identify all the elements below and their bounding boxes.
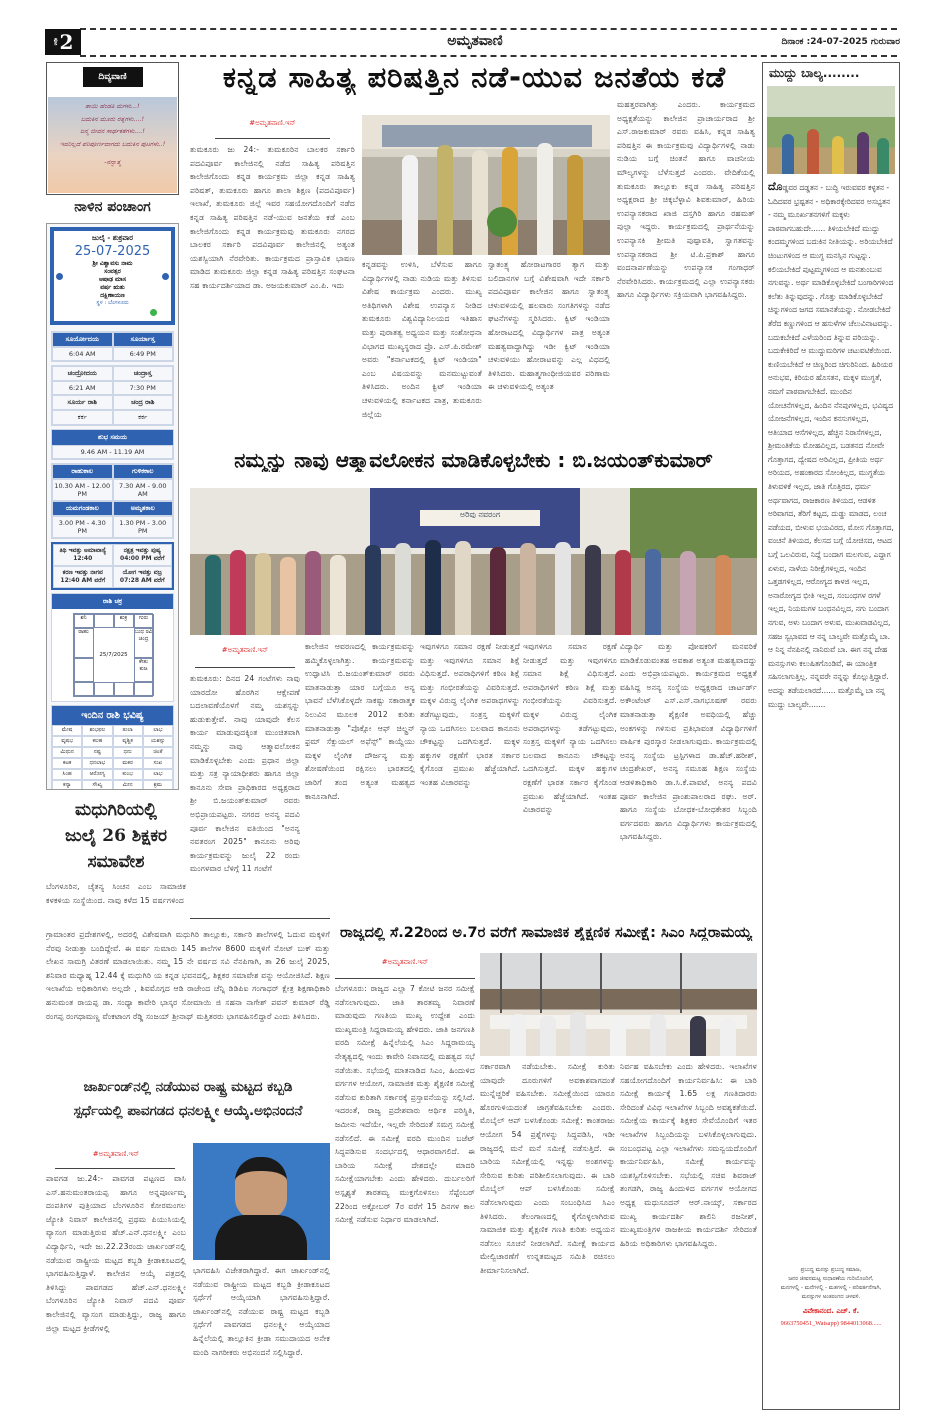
footer-line: ಮನಸ್ಸುಗಳ ಅಂತರಂಗದ ಚಳವಳಿ. xyxy=(801,1294,861,1300)
article3-headline: ರಾಜ್ಯದಲ್ಲಿ ಸೆ.22ರಿಂದ ಅ.7ರ ವರೆಗೆ ಸಾಮಾಜಿಕ ಶೈಕ್ಷಣಿಕ ಸಮೀಕ್ಷೆ: ಸಿಎಂ ಸಿದ್ದರಾಮಯ್ಯ xyxy=(340,925,752,941)
rashi-cell: ಕಟಕ xyxy=(52,758,82,769)
article2-col2: ಕಾಲೇಜಿನ ಆವರಣದಲ್ಲಿ ಕಾರ್ಯಕ್ರಮವನ್ನು ಹಮ್ಮಿಕೊಳ್ಳಲಾಗಿತ್ತು. ಕಾರ್ಯಕ್ರಮವನ್ನು ಉದ್ಘಾಟಿಸಿ ಬಿ.ಜಯಂತ್‌ಕುಮಾರ್ ರವರು ಮಾತನಾಡುತ್ತಾ ಯಾರ ಬಗ್ಗೆಯೂ ಅನ್ಯ ಭಾವನೆ ಬೆಳೆಸಿಕೊಳ್ಳದೇ ಸಾಕಷ್ಟು ಸಕಾರಾತ್ಮಕ ನಿಲುವಿನ ಮೂಲಕ 2012 ಕುರಿತು ಮಾತನಾಡುತ್ತಾ "ಪೊಕ್ಸೋ ಆಫ್ ಚಿಲ್ಡ್ರನ್ ಫ್ರಮ್ ಸೆಕ್ಸುಯಲ್ ಅಫೆನ್ಸ್" ಕಾಯ್ದೆಯು ಮಕ್ಕಳ ಲೈಂಗಿಕ ದೌರ್ಜನ್ಯ ಮತ್ತು ಶೋಷಣೆಯಿಂದ ರಕ್ಷಿಸಲು ಭಾರತದಲ್ಲಿ ಜಾರಿಗೆ ತಂದ ಅತ್ಯಂತ ಮಹತ್ವದ ಕಾನೂನಾಗಿದೆ. xyxy=(305,642,415,801)
headline-line: ಜುಲೈ 26 ಶಿಕ್ಷಕರ xyxy=(64,826,168,846)
paper-title: ಅಮೃತವಾಣಿ xyxy=(447,33,503,49)
rashi-cell: ಚಿಂತೆ xyxy=(143,747,173,758)
rashi-row xyxy=(52,736,173,747)
footer-line: ಪ್ರಬುದ್ಧ ಮನಸ್ಸು ಪ್ರಬುದ್ಧ ಸಮಾಜ, xyxy=(800,1267,862,1273)
panchanga-title: ನಾಳಿನ ಪಂಚಾಂಗ xyxy=(74,199,151,215)
panchanga-line: ವರ್ಷ ಋತು xyxy=(100,284,125,291)
panchanga-line: ಆಷಾಢ ಮಾಸ xyxy=(98,276,127,283)
article2-col4: ವಿದ್ಯಾರ್ಥಿ ಮತ್ತು ಪೋಷಕರಿಗೆ ಮನವರಿಕೆ ಮಾಡಿಕೊಡುವಂತಹ ಅವಕಾಶ ಅತ್ಯಂತ ಮಹತ್ವವಾದದ್ದು ಎಂದು ಅಭಿಪ್ರಾಯಪಟ್ಟರು. ಕಾರ್ಯಕ್ರಮದ ಅಧ್ಯಕ್ಷತೆ ವಹಿಸಿದ್ದ ಅನನ್ಯ ಸಂಸ್ಥೆಯ ಅಧ್ಯಕ್ಷರಾದ ಚಾರ್ಟರ್ಡ್ ಅಕೌಂಟೆಂಟ್ ಎಸ್.ಎಸ್.ನಾಗಭೂಷಣ್ ರವರು ಮಾತನಾಡುತ್ತಾ ಶೈಕ್ಷಣಿಕ ಅವಧಿಯಲ್ಲಿ ಹೆಚ್ಚು ಅಂಕಗಳನ್ನು ಗಳಿಸುವ ಪ್ರತಿಭಾವಂತ ವಿದ್ಯಾರ್ಥಿಗಳಿಗೆ ವಾರ್ಷಿಕ ಪುರಸ್ಕಾರ ನೀಡಲಾಗುವುದು. ಕಾರ್ಯಕ್ರಮದಲ್ಲಿ ಅನನ್ಯ ಸಂಸ್ಥೆಯ ಟ್ರಸ್ಟಿಗಳಾದ ಡಾ.ಹೆಚ್.ಹರೀಶ್, ಚಂದ್ರಶೇಖರ್, ಅನನ್ಯ ಸಮೂಹ ಶಿಕ್ಷಣ ಸಂಸ್ಥೆಯ ಆಡಳಿತಾಧಿಕಾರಿ ಡಾ.ಸಿ.ಕೆ.ಪಾವಟೆ, ಅನನ್ಯ ಪದವಿ ಪೂರ್ವ ಕಾಲೇಜಿನ ಪ್ರಾಂಶುಪಾಲರಾದ ರಘು. ಅರ್. ಹಾಗೂ ಸಂಸ್ಥೆಯ ಬೋಧಕ-ಬೋಧಕೇತರ ಸಿಬ್ಬಂದಿ ವರ್ಗದವರು ಹಾಗೂ ವಿದ್ಯಾರ್ಥಿಗಳು ಕಾರ್ಯಕ್ರಮದಲ್ಲಿ ಭಾಗವಹಿಸಿದ್ದರು. xyxy=(620,642,757,842)
panchanga-line: ಸಂವತ್ಸರ xyxy=(104,268,121,275)
byline-rule xyxy=(195,667,295,668)
muddu-balya-box xyxy=(762,62,900,1410)
section-rule xyxy=(190,918,330,919)
rashi-cell: ಮಿಥುನ xyxy=(52,747,82,758)
article3-byline: #ಅಮೃತವಾಣಿ.ಇನ್ xyxy=(381,958,429,966)
article1-col4: ಮಹತ್ತರವಾಗಿತ್ತು ಎಂದರು. ಕಾರ್ಯಕ್ರಮದ ಅಧ್ಯಕ್ಷತೆಯನ್ನು ಕಾಲೇಜಿನ ಪ್ರಾಚಾರ್ಯರಾದ ಶ್ರೀ ಎಸ್.ರಾಜಕುಮಾರ್ ರವರು ವಹಿಸಿ, ಕನ್ನಡ ಸಾಹಿತ್ಯ ಪರಿಷತ್ತಿನ ಈ ಕಾರ್ಯಕ್ರಮವು ವಿದ್ಯಾರ್ಥಿಗಳಲ್ಲಿ ನಾಡು ನುಡಿಯ ಬಗ್ಗೆ ಚಿಂತನೆ ಹಾಗೂ ವಾಚನೀಯ ಮೌಲ್ಯಗಳನ್ನು ಬೆಳೆಸುತ್ತದೆ ಎಂದರು. ವೇದಿಕೆಯಲ್ಲಿ ತುಮಕೂರು ತಾಲ್ಲೂಕು ಕನ್ನಡ ಸಾಹಿತ್ಯ ಪರಿಷತ್ತಿನ ಅಧ್ಯಕ್ಷರಾದ ಶ್ರೀ ಚಿಕ್ಕಬೆಳ್ಳಾವಿ ಶಿವಕುಮಾರ್, ಹಿರಿಯ ಉಪನ್ಯಾಸಕರಾದ ಖಾಜಿ ದಸ್ತಗಿರಿ ಹಾಗೂ ರಹಮತ್ ಪುಲ್ಲಾ ಇದ್ದರು. ಕಾರ್ಯಕ್ರಮದಲ್ಲಿ ಪ್ರಾರ್ಥನೆಯನ್ನು ಉಪನ್ಯಾಸಕಿ ಶ್ರೀಮತಿ ಪುಷ್ಪಾವತಿ, ಸ್ವಾಗತವನ್ನು ಉಪನ್ಯಾಸಕರಾದ ಶ್ರೀ ಟಿ.ಪಿ.ಪ್ರಕಾಶ್ ಹಾಗೂ ವಂದನಾರ್ಪಣೆಯನ್ನು ಉಪನ್ಯಾಸಕ ಗಂಗಾಧರ್ ನೆರವೇರಿಸಿದರು. ಕಾರ್ಯಕ್ರಮದಲ್ಲಿ ಎಲ್ಲಾ ಉಪನ್ಯಾಸಕರು ಹಾಗೂ ವಿದ್ಯಾರ್ಥಿಗಳು ಸಕ್ರಿಯವಾಗಿ ಭಾಗವಹಿಸಿದ್ದರು. xyxy=(617,100,755,300)
surya-rashi-label: ಸೂರ್ಯ ರಾಶಿ xyxy=(52,395,113,410)
shubha-samaya xyxy=(51,429,174,460)
byline-rule xyxy=(215,138,330,139)
author-phone: 9663750451_Watsapp) 9844013068...... xyxy=(780,1320,882,1327)
sun-times xyxy=(51,331,174,362)
chart-cell: ರಾಹು xyxy=(74,628,94,658)
rashi-row xyxy=(52,758,173,769)
rashi-cell: ನಷ್ಟ xyxy=(82,747,112,758)
article1-col3: ಸ್ವಾತಂತ್ರ್ಯ ಹೋರಾಟಗಾರರ ತ್ಯಾಗ ಮತ್ತು ಬಲಿದಾನಗಳ ಬಗ್ಗೆ ವಿಶೇಷವಾಗಿ ಇದೇ ಸರ್ಕಾರಿ ಪದವಿಪೂರ್ವ ಕಾಲೇಜಿನ ಹಾಗೂ ಸ್ವಾತಂತ್ರ್ಯ ಚಳುವಳಿಯಲ್ಲಿ ಹಲವಾರು ಸಂಗತಿಗಳನ್ನು ನಡೆದ ಘಟನೆಗಳನ್ನು ಸ್ಮರಿಸಿದರು. ಕ್ವಿಟ್ ಇಂಡಿಯಾ ಹೋರಾಟದಲ್ಲಿ ವಿದ್ಯಾರ್ಥಿಗಳ ಪಾತ್ರ ಅತ್ಯಂತ ಮಹತ್ವವಾದ್ದಾಗಿದ್ದು ಇಡೀ ಕ್ವಿಟ್ ಇಂಡಿಯಾ ಚಳುವಳಿಯು ಹೋರಾಟವನ್ನು ಎಲ್ಲ ವಿಧದಲ್ಲಿ ತಿಳಿಸಿದರು. ಮಹಾತ್ಮಗಾಂಧೀಜಿಯವರ ಪರಿಣಾಮ ಈ ಚಳುವಳಿಯಲ್ಲಿ ಅತ್ಯಂತ xyxy=(488,260,610,392)
nakshatra: ನಕ್ಷತ್ರ ಇವತ್ತು ಪುಷ್ಯ 04:00 PM ವರೆಗೆ xyxy=(113,544,173,566)
panchanga-day: ಜುಲೈ - ಶುಕ್ರವಾರ xyxy=(92,234,133,242)
author-name: ವಿವೇಕಾನಂದ. ಎಚ್. ಕೆ. xyxy=(802,1307,860,1315)
moon-times xyxy=(51,365,174,426)
chandra-rashi: ಕರ್ಕ xyxy=(113,410,174,425)
rashi-row xyxy=(52,747,173,758)
article5-byline: #ಅಮೃತವಾಣಿ.ಇನ್ xyxy=(92,1150,140,1158)
rahu-label: ರಾಹುಕಾಲ xyxy=(52,464,113,479)
quote-signature: -ನನ್ನಾತ್ಮ xyxy=(104,159,121,166)
chart-cell-empty xyxy=(114,682,134,696)
quote-line: ಬದುಕಿನ ಮೂರು ರತ್ನಗಳು....! xyxy=(80,115,144,123)
moonset-label: ಚಂದ್ರಾಸ್ತ xyxy=(113,366,174,381)
panchanga-date: 25-07-2025 xyxy=(74,244,151,259)
sidebar-title: ಮುದ್ದು ಬಾಲ್ಯ........ xyxy=(769,66,860,80)
moonrise-label: ಚಂದ್ರೋದಯ xyxy=(52,366,113,381)
rashi-cell: ಆರೋಗ್ಯ xyxy=(82,769,112,780)
rashi-title: ಇಂದಿನ ರಾಶಿ ಭವಿಷ್ಯ xyxy=(52,706,173,725)
article2-col3: ಇವುಗಳಿಗೂ ಸಮಾನ ರಕ್ಷಣೆ ನೀಡುತ್ತದೆ ಮತ್ತು ಇವುಗಳಿಗೂ ಸಮಾನ ಶಿಕ್ಷೆ ವಿಧಿಸುತ್ತದೆ. ಅಪರಾಧಿಗಳಿಗೆ ಕಠಿಣ ಶಿಕ್ಷೆ ಮತ್ತು ಗಂಭೀರತೆಯನ್ನು ವಿವರಿಸುತ್ತದೆ. ಮಕ್ಕಳ ವಿರುದ್ಧ ಲೈಂಗಿಕ ಅಪರಾಧಗಳನ್ನು ತಡೆಗಟ್ಟುವುದು, ಸಂತ್ರಸ್ತ ಮಕ್ಕಳಿಗೆ ನ್ಯಾಯ ಒದಗಿಸಲು ಬಲವಾದ ಕಾನೂನು ಚೌಕಟ್ಟನ್ನು ಒದಗಿಸುತ್ತದೆ. ಮಕ್ಕಳ ಹಕ್ಕುಗಳ ರಕ್ಷಣೆಗೆ ಭಾರತ ಸರ್ಕಾರ ಕೈಗೊಂಡ ಪ್ರಮುಖ ಹೆಜ್ಜೆಯಾಗಿದೆ. ಇಂತಹ ವಿಚಾರವನ್ನು xyxy=(420,642,520,787)
rashi-cell: ಯಶಸ್ಸು xyxy=(143,736,173,747)
prev-arrow-icon[interactable] xyxy=(56,273,63,280)
guli-time: 7.30 AM - 9.00 AM xyxy=(113,479,174,501)
moonset-time: 7:30 PM xyxy=(113,381,174,395)
article1-col1: ತುಮಕೂರು ಜು 24:- ತುಮಕೂರಿನ ಬಾಲಕರ ಸರ್ಕಾರಿ ಪದವಿಪೂರ್ವ ಕಾಲೇಜಿನಲ್ಲಿ ನಡೆದ ಸಾಹಿತ್ಯ ಪರಿಷತ್ತಿನ ಕಾಲೇಜಿಗೊಂದು ಕನ್ನಡ ಕಾರ್ಯಕ್ರಮ ಜಿಲ್ಲಾ ಕನ್ನಡ ಸಾಹಿತ್ಯ ಪರಿಷತ್, ತುಮಕೂರು ಹಾಗೂ ಶಾಲಾ ಶಿಕ್ಷಣ (ಪದವಿಪೂರ್ವ) ಇಲಾಖೆ, ತುಮಕೂರು ಜಿಲ್ಲೆ ಇವರ ಸಹಯೋಗದೊಂದಿಗೆ ನಡೆದ ಕನ್ನಡ ಸಾಹಿತ್ಯ ಪರಿಷತ್ತಿನ ನಡೆ-ಯುವ ಜನತೆಯ ಕಡೆ ಎಂಬ ಕಾಲೇಜಿಗೊಂದು ಕನ್ನಡ ಕಾರ್ಯಕ್ರಮವು ತುಮಕೂರು ನಗರದ ಬಾಲಕರ ಸರ್ಕಾರಿ ಪದವಿಪೂರ್ವ ಕಾಲೇಜಿನಲ್ಲಿ ಅತ್ಯಂತ ಯಶಸ್ವಿಯಾಗಿ ನೆರವೇರಿತು. ಕಾರ್ಯಕ್ರಮದ ಪ್ರಾಸ್ತಾವಿಕ ಭಾಷಣ ಮಾಡಿದ ತುಮಕೂರು ಜಿಲ್ಲಾ ಕನ್ನಡ ಸಾಹಿತ್ಯ ಪರಿಷತ್ತಿನ ಸಂಘಟನಾ ಸಹ ಕಾರ್ಯದರ್ಶಿಯಾದ ಡಾ. ಅಜಯಕುಮಾರ್ ಎಂ.ಪಿ. ಇದು xyxy=(190,145,355,290)
article2-byline: #ಅಮೃತವಾಣಿ.ಇನ್ xyxy=(221,646,269,654)
chart-cell-empty xyxy=(94,682,114,696)
banner-text: ಅರಿವು ನವರಂಗ xyxy=(420,510,540,526)
sidebar-footer xyxy=(763,1266,899,1328)
rashi-cell: ಸಿಂಹ xyxy=(52,769,82,780)
byline-rule xyxy=(55,1168,175,1169)
rashi-chart-grid xyxy=(73,613,153,697)
yama-time: 3.00 PM - 4.30 PM xyxy=(52,516,113,538)
article1-byline: #ಅಮೃತವಾಣಿ.ಇನ್ xyxy=(249,119,296,127)
quote-line: ತಾಯಿ ಹೆಂಡತಿ ಮಗಳು...! xyxy=(85,103,140,110)
article3-col2: ಸರ್ಕಾರವಾಗಿ ನಡೆಯಬೇಕು. ಸಮೀಕ್ಷೆ ಕುರಿತು ಯಾವುದೇ ದೂರುಗಳಿಗೆ ಅವಕಾಶವಾಗದಂತೆ ಮುನ್ನೆಚ್ಚರಿಕೆ ವಹಿಸಬೇಕು. ಸಮೀಕ್ಷೆಯಿಂದ ಯಾರೂ ಹೊರಗುಳಿಯದಂತೆ ಜಾಗ್ರತೆವಹಿಸಬೇಕು ಎಂದರು. ಮೊಬೈಲ್ ಆಪ್ ಬಳಸಿಕೊಂಡು ಸಮೀಕ್ಷೆ: ಕಾಂತರಾಜು ಆಯೋಗ 54 ಪ್ರಶ್ನೆಗಳನ್ನು ಸಿದ್ಧಪಡಿಸಿ, ಇಡೀ ರಾಜ್ಯದಲ್ಲಿ ಮನೆ ಮನೆ ಸಮೀಕ್ಷೆ ನಡೆಸುತ್ತಿದೆ. ಈ ಬಾರಿಯ ಸಮೀಕ್ಷೆಯಲ್ಲಿ ಇನ್ನಷ್ಟು ಅಂಶಗಳನ್ನು ಸೇರಿಸುವ ಕುರಿತು ಪರಿಶೀಲಿಸಲಾಗುವುದು. ಈ ಬಾರಿ ಮೊಬೈಲ್ ಆಪ್ ಬಳಸಿಕೊಂಡು ಸಮೀಕ್ಷೆ ನಡೆಸಲಾಗುವುದು ಎಂದು ಸಂಬಂಧಿಸಿದ ಸಿಎಂ ತಿಳಿಸಿದರು. ತೆಲಂಗಾಣದಲ್ಲಿ ಕೈಗೊಳ್ಳಲಾಗಿರುವ ಸಾಮಾಜಿಕ ಮತ್ತು ಶೈಕ್ಷಣಿಕ ಗಣತಿ ಕುರಿತು ಅಧ್ಯಯನ ನಡೆಸಲು ಸೂಚನೆ ನೀಡಲಾಗಿದೆ. ಸಮೀಕ್ಷೆ ಕಾರ್ಯದ ಮೇಲ್ವಿಚಾರಣೆಗೆ ಉನ್ನತಮಟ್ಟದ ಸಮಿತಿ ರಚಿಸಲು ತೀರ್ಮಾನಿಸಲಾಗಿದೆ. xyxy=(480,1062,615,1275)
chart-cell-empty xyxy=(74,658,94,682)
sunset-time: 6:49 PM xyxy=(113,347,174,361)
article3-col1: ಬೆಂಗಳೂರು: ರಾಜ್ಯದ ಎಲ್ಲಾ 7 ಕೋಟಿ ಜನರ ಸಮೀಕ್ಷೆ ನಡೆಸಲಾಗುವುದು. ಜಾತಿ ತಾರತಮ್ಯ ನಿವಾರಣೆ ಮಾಡುವುದು ಗಣತಿಯ ಮುಖ್ಯ ಉದ್ದೇಶ ಎಂದು ಮುಖ್ಯಮಂತ್ರಿ ಸಿದ್ದರಾಮಯ್ಯ ಹೇಳಿದರು. ಜಾತಿ ಜನಗಣತಿ ವರದಿ ಸಮೀಕ್ಷೆ ಹಿನ್ನೆಲೆಯಲ್ಲಿ ಸಿಎಂ ಸಿದ್ದರಾಮಯ್ಯ ನೇತೃತ್ವದಲ್ಲಿ ಇಂದು ಕಾವೇರಿ ನಿವಾಸದಲ್ಲಿ ಮಹತ್ವದ ಸಭೆ ನಡೆಯಿತು. ಸಭೆಯಲ್ಲಿ ಮಾತನಾಡಿದ ಸಿಎಂ, ಹಿಂದುಳಿದ ವರ್ಗಗಳ ಆಯೋಗ, ಸಾಮಾಜಿಕ ಮತ್ತು ಶೈಕ್ಷಣಿಕ ಸಮೀಕ್ಷೆ ನಡೆಸುವ ಕುರಿತಾಗಿ ಸರ್ಕಾರಕ್ಕೆ ಪ್ರಸ್ತಾವನೆಯನ್ನು ಸಲ್ಲಿಸಿದೆ. ಇದರಂತೆ, ರಾಜ್ಯ ಪ್ರದೇಶವಾರು ಆರ್ಥಿಕ ಪರಿಸ್ಥಿತಿ, ಜಮೀನು ಇದೆಯೇ, ಇಲ್ಲವೇ ಸೇರಿದಂತೆ ಸಮಗ್ರ ಸಮೀಕ್ಷೆ ನಡೆಸಲಿದೆ. ಈ ಸಮೀಕ್ಷೆ ವರದಿ ಮುಂದಿನ ಬಜೆಟ್ ಸಿದ್ಧಪಡಿಸುವ ಸಂದರ್ಭದಲ್ಲಿ ಆಧಾರವಾಗಲಿದೆ. ಈ ಬಾರಿಯ ಸಮೀಕ್ಷೆ ದೇಶದಲ್ಲೇ ಮಾದರಿ ಸಮೀಕ್ಷೆಯಾಗಬೇಕು ಎಂದು ಹೇಳಿದರು. ದುರ್ಬಲರಿಗೆ ಅಸ್ಪೃಶ್ಯತೆ ತಾರತಮ್ಯ ಮುಕ್ತಗೊಳಿಸಲು ಸೆಪ್ಟೆಂಬರ್ 22ರಿಂದ ಅಕ್ಟೋಬರ್ 7ರ ವರೆಗೆ 15 ದಿನಗಳ ಕಾಲ ಸಮೀಕ್ಷೆ ನಡೆಸುವ ನಿರ್ಧಾರ ಮಾಡಲಾಗಿದೆ. xyxy=(335,984,475,1225)
chart-cell: ಕೇತು ಕುಜ xyxy=(134,658,154,682)
panchanga-place: ಸ್ಥಳ : ಬೆಂಗಳೂರು xyxy=(96,300,129,306)
article4-headline xyxy=(46,797,186,875)
sunrise-label: ಸೂರ್ಯೋದಯ xyxy=(52,332,113,347)
karana: ಕರಣ ಇವತ್ತು ನಾಗವ 12:40 AM ವರೆಗೆ xyxy=(53,566,113,588)
headline-line: ಸಮಾವೇಶ xyxy=(87,852,145,872)
surya-rashi: ಕರ್ಕ xyxy=(52,410,113,425)
poem-text: ಡ್ಡವರ ದಡ್ಡತನ - ಬುದ್ಧಿ ಇರುವವರ ಕಳ್ಳತನ - ಓದಿದವರ ಭ್ರಷ್ಟತನ - ಅಧಿಕಾರಕ್ಕೇರಿದವರ ಅಸಭ್ಯತನ - ನಮ್ಮ ಮೂರ್ಖತನಗಳಿಗೆ ಮಕ್ಕಳು ಪಾಠವಾಗಬಹುದೇ...... ತಿಳಿಯಬೇಕಿದೆ ಮುದ್ದು ಕಂದಮ್ಮಗಳಿಂದ ಬದುಕಿನ ನೀತಿಯನ್ನು. ಅರಿಯಬೇಕಿದೆ ಚಿಂಟುಗಳಿಂದ ಆ ಮುಗ್ಧ ಮನಸ್ಸಿನ ಗುಟ್ಟನ್ನು. ಕಲಿಯಬೇಕಿದೆ ಪುಟ್ಟಮ್ಮಗಳಿಂದ ಆ ಮನತುಂಬುವ ನಗುವನ್ನು. ಅರ್ಥ ಮಾಡಿಕೊಳ್ಳಬೇಕಿದೆ ಬಂಗಾರಿಗಳಿಂದ ಕಲೆತು ತಿನ್ನುವುದನ್ನು. ಗೊತ್ತು ಮಾಡಿಕೊಳ್ಳಬೇಕಿದೆ ಚಿನ್ನುಗಳಿಂದ ಜಗದ ಸಮಾನತೆಯನ್ನು. ನೋಡಬೇಕಿದೆ ತೆರೆದ ಕಣ್ಣುಗಳಿಂದ ಆ ಹಸುಳೆಗಳ ಚೆಲುವಿನಾಟವನ್ನು. ಬದುಕಬೇಕಿದೆ ಎಳೆಯರಿಂದ ತಿನ್ನುವ ಪರಿಯನ್ನು. ಬದುಕೇಕಿರಿದೆ ಆ ಮುದ್ದುಮರಿಗಳ ಚಟುವಟಿಕೆಯಿಂದ. ಕುಣಿಯಬೇಕಿದೆ ಆ ಚಿಣ್ಣರಿಂದ ಚಿಗುರಿನಿಂದ. ಹಿರಿಯರ ಅನುಭವ, ಕಿರಿಯರ ಹೊಸತನ, ಮಕ್ಕಳ ಮುಗ್ಧತೆ, ನಮಗೆ ಪಾಠವಾಗಬೇಕಿದೆ. ಮುಂದಿನ ಯೋಚನೆಗಳಿಲ್ಲದ, ಹಿಂದಿನ ನೆನಪುಗಳಿಲ್ಲದ, ಭವಿಷ್ಯದ ಯೋಜನೆಗಳಿಲ್ಲದ, ಇಂದಿನ ಕನಸುಗಳಿಲ್ಲದ, ಆತಿಯಾದ ಆಸೆಗಳಿಲ್ಲದ, ಹೆಚ್ಚಿನ ನಿರಾಸೆಗಳಿಲ್ಲದ, ಶ್ರೀಮಂತಿಕೆಯ ಮೋಹವಿಲ್ಲದ, ಬಡತನದ ನೋವೇ ಗೊತ್ತಾಗದ, ದ್ವೇಷದ ಅರಿವಿಲ್ಲದ, ಪ್ರೀತಿಯ ಅರ್ಥ ಅರಿಯದ, ಅಹಂಕಾರದ ಸೋಂಕಿಲ್ಲದ, ಮುಗ್ಧತೆಯ ತಿಳುವಳಿಕೆ ಇಲ್ಲದ, ಜಾತಿ ಗೊತ್ತಿರದ, ಧರ್ಮ ಅರ್ಥವಾಗದ, ರಾಜಕಾರಣ ತಿಳಿಯದ, ಆಡಳಿತ ಅರಿವಾಗದ, ತೆರಿಗೆ ಕಟ್ಟದ, ದುಡ್ಡು ಮಾಡದ, ಲಂಚ ಪಡೆಯದ, ಬೀಳುವ ಭಯವಿರದ, ಮೋಸ ಗೊತ್ತಾಗದ, ವಂಚನೆ ತಿಳಿಯದ, ಕೆಲಸದ ಬಗ್ಗೆ ಯೋಚಿಸದ, ಆಟದ ಬಗ್ಗೆ ಒಲವಿರುವ, ನಿದ್ದೆ ಬಂದಾಗ ಮಲಗುವ, ಎದ್ದಾಗ ಏಳುವ, ನಾಳೆಯ ನಿರೀಕ್ಷೆಗಳಿಲ್ಲದ, ಇಂದಿನ ಒತ್ತಡಗಳಿಲ್ಲದ, ಆರೋಗ್ಯದ ಕಾಳಜಿ ಇಲ್ಲದ, ಅನಾರೋಗ್ಯದ ಭೀತಿ ಇಲ್ಲದ, ಸಂಬಂಧಗಳ ರಗಳೆ ಇಲ್ಲದ, ನಿಯಮಗಳ ಬಂಧನವಿಲ್ಲದ, ನಗು ಬಂದಾಗ ನಗುವ, ಅಳು ಬಂದಾಗ ಅಳುವ, ಮುಖವಾಡವಿಲ್ಲದ, ಸಹಜ ಸ್ವಭಾವದ ಆ ನನ್ನ ಬಾಲ್ಯವೇ ಮತ್ತೊಮ್ಮೆ ಬಾ. ಆ ನಿನ್ನ ನೆನಪಿನಲ್ಲಿ ನಾನಿರುವೆ ಬಾ. ಈಗ ನನ್ನ ದೇಹ ಮನಸ್ಸುಗಳು ಕಲುಷಿತಗೊಂಡಿವೆ, ಈ ಯಾಂತ್ರಿಕ ಸಹಿಸಲಾಗುತ್ತಿಲ್ಲ. ನನ್ನವರೇ ನನ್ನನ್ನು ಕೊಲ್ಲುತ್ತಿದ್ದಾರೆ. ಅದನ್ನು ತಡೆಯಲಾರದೆ...... ಮತ್ತೊಮ್ಮೆ ಬಾ ನನ್ನ ಮುದ್ದು ಬಾಲ್ಯವೇ....... xyxy=(768,183,894,709)
sunrise-time: 6:04 AM xyxy=(52,347,113,361)
panchanga-line: ದಕ್ಷಿಣಾಯಣ xyxy=(100,292,125,299)
panchanga-date-card xyxy=(50,227,175,325)
article4-intro: ಬೆಂಗಳೂರಿನ, ಚೈತನ್ಯ ಸಿಂಚನ ಎಂಬ ಸಾಮಾಜಿಕ ಕಳಕಳಿಯ ಸಂಸ್ಥೆಯಿಂದ. ನಾವು ಕಳೆದ 15 ವರ್ಷಗಳಿಂದ xyxy=(46,882,186,905)
page-prefix: ಪುಟ xyxy=(52,38,59,46)
rashi-row xyxy=(52,780,173,790)
rahu-time: 10.30 AM - 12.00 PM xyxy=(52,479,113,501)
rashi-table xyxy=(52,725,173,790)
article1-photo xyxy=(362,115,610,255)
rashi-cell: ಸೌಖ್ಯ xyxy=(82,780,112,790)
headline-line: ಮಧುಗಿರಿಯಲ್ಲಿ xyxy=(75,800,157,820)
rashi-cell: ಸುಖ xyxy=(143,758,173,769)
rashi-bhavishya xyxy=(51,705,174,790)
byline-rule xyxy=(335,978,475,979)
shubha-label: ಶುಭ ಸಮಯ xyxy=(52,430,173,445)
issue-date: ದಿನಾಂಕ :24-07-2025 ಗುರುವಾರ xyxy=(781,37,900,47)
rashi-cell: ಧನು xyxy=(113,747,143,758)
footer-line: ಜನರ ಜೀವನಮಟ್ಟ ಸುಧಾರಣೆಯ ಗುರಿಯೊಂದಿಗೆ, xyxy=(788,1276,874,1282)
chart-cell xyxy=(94,614,114,628)
kala-times xyxy=(51,463,174,539)
divyavani-quote-card xyxy=(48,97,177,193)
article5-col2: ಭಾಗವಹಿಸಿ ವಿಜೇತರಾಗಿದ್ದಾರೆ. ಈಗ ಜಾರ್ಖಂಡ್‌ನಲ್ಲಿ ನಡೆಯುವ ರಾಷ್ಟ್ರೀಯ ಮಟ್ಟದ ಕಬ್ಬಡಿ ಕ್ರೀಡಾಕೂಟದ ಸ್ಪರ್ಧೆಗೆ ಆಯ್ಕೆಯಾಗಿ ಭಾಗವಹಿಸುತ್ತಿದ್ದಾರೆ. ಜಾರ್ಖಂಡ್‌ನಲ್ಲಿ ನಡೆಯುವ ರಾಷ್ಟ್ರ ಮಟ್ಟದ ಕಬ್ಬಡಿ ಸ್ಪರ್ಧೆಗೆ ಪಾವಗಡದ ಧನಲಕ್ಷ್ಮೀ ಆಯ್ಕೆಯಾದ ಹಿನ್ನೆಲೆಯಲ್ಲಿ ತಾಲ್ಲೂಕಿನ ಕ್ರೀಡಾ ಸಮುದಾಯದ ಅನೇಕ ಮಂದಿ ನಾಗರೀಕರು ಅಭಿನಂದನೆ ಸಲ್ಲಿಸಿದ್ದಾರೆ. xyxy=(193,1266,330,1357)
chart-cell: ಗುರು xyxy=(134,614,154,628)
shubha-time: 9.46 AM - 11.19 AM xyxy=(52,445,173,459)
chart-cell-empty xyxy=(134,682,154,696)
chart-cell: ಬುಧ ರವಿ ಚಂದ್ರ xyxy=(134,628,154,658)
guli-label: ಗುಳಿಕಕಾಲ xyxy=(113,464,174,479)
rashi-cell: ಮಕರ xyxy=(113,758,143,769)
article1-headline: ಕನ್ನಡ ಸಾಹಿತ್ಯ ಪರಿಷತ್ತಿನ ನಡೆ-ಯುವ ಜನತೆಯ ಕಡೆ xyxy=(222,60,727,94)
rashi-cell: ಕಲಹ xyxy=(82,736,112,747)
rashi-cell: ಕುಂಭ xyxy=(113,769,143,780)
headline-line: ಜಾರ್ಖಂಡ್‌ನಲ್ಲಿ ನಡೆಯುವ ರಾಷ್ಟ್ರ ಮಟ್ಟದ ಕಬ್ಬಡಿ xyxy=(83,1079,293,1095)
rashi-cell: ಕನ್ಯಾ xyxy=(52,780,82,790)
chart-title: ರಾಶಿ ಚಕ್ರ xyxy=(52,594,173,609)
yama-label: ಯಮಗಂಡಕಾಲ xyxy=(52,501,113,516)
tithi-grid xyxy=(51,542,174,590)
amrita-time: 1.30 PM - 3.00 PM xyxy=(113,516,174,538)
panchanga-line: ಶ್ರೀ ವಿಶ್ವಾವಸು ನಾಮ xyxy=(92,260,133,267)
dhanalakshmi-photo xyxy=(193,1143,330,1260)
divyavani-title: ದಿವ್ಯವಾಣಿ xyxy=(83,67,143,87)
article5-col1: ಪಾವಗಡ ಜು.24:- ಪಾವಗಡ ಪಟ್ಟಣದ ವಾಸಿ ಎಸ್.ಹನುಮಂತರಾಯಪ್ಪ ಹಾಗೂ ಅನ್ನಪೂರ್ಣಮ್ಮ ದಂಪತಿಗಳ ಪುತ್ರಿಯಾದ ಬೆಂಗಳೂರಿನ ಕೋರಮಂಗಲ ಜ್ಯೋತಿ ನಿವಾಸ್ ಕಾಲೇಜಿನಲ್ಲಿ ಪ್ರಥಮ ಪಿಯುಸಿಯಲ್ಲಿ ವ್ಯಾಸಂಗ ಮಾಡುತ್ತಿರುವ ಹೆಚ್.ಎನ್.ಧನಲಕ್ಷ್ಮೀ ಎಂಬ ವಿದ್ಯಾರ್ಥಿನಿ, ಇದೇ ಜು.22.23ರಂದು ಜಾರ್ಖಂಡ್‌ನಲ್ಲಿ ನಡೆಯುವ ರಾಷ್ಟ್ರೀಯ ಮಟ್ಟದ ಕಬ್ಬಡಿ ಕ್ರೀಡಾಕೂಟದಲ್ಲಿ ಭಾಗವಹಿಸುತ್ತಿದ್ದಾಳೆ. ಕಾಲೇಜಿನ ಆಯ್ಕೆ ಪತ್ರದಲ್ಲಿ ತಿಳಿಸಿದ್ದು ಪಾವಗಡದ ಹೆಚ್.ಎನ್.ಧನಲಕ್ಷ್ಮೀ ಬೆಂಗಳೂರಿನ ಜ್ಯೋತಿ ನಿವಾಸ್ ಪದವಿ ಪೂರ್ವ ಕಾಲೇಜಿನಲ್ಲಿ ವ್ಯಾಸಂಗ ಮಾಡುತ್ತಿದ್ದು, ರಾಜ್ಯ ಹಾಗೂ ಜಿಲ್ಲಾ ಮಟ್ಟದ ಕ್ರೀಡೆಗಳಲ್ಲಿ xyxy=(46,1174,186,1333)
quote-line: ಇವರಿಲ್ಲದೆ ಪರಿಪೂರ್ಣವಾಗದು ಬದುಕಿನ ಪುಟಗಳು..! xyxy=(59,140,166,148)
amrita-label: ಅಮೃತಕಾಲ xyxy=(113,501,174,516)
chart-cell: ಶುಕ್ರ xyxy=(114,614,134,628)
article4-body: ಗ್ರಾಮಾಂತರ ಪ್ರದೇಶಗಳಲ್ಲಿ, ಅದರಲ್ಲಿ ವಿಶೇಷವಾಗಿ ಮಧುಗಿರಿ ತಾಲ್ಲೂಕು, ಸರ್ಕಾರಿ ಶಾಲೆಗಳಲ್ಲಿ ಓದುವ ಮಕ್ಕಳಿಗೆ ನೆರವು ನೀಡುತ್ತಾ ಬಂದಿದ್ದೇವೆ. ಈ ವರ್ಷ ಸುಮಾರು 145 ಶಾಲೆಗಳ 8600 ಮಕ್ಕಳಿಗೆ ನೋಟ್ ಬುಕ್ ಮತ್ತು ಲೇಖನ ಸಾಮಗ್ರಿ ವಿತರಣೆ ಮಾಡಲಾಯಿತು. ನಮ್ಮ 15 ನೇ ವರ್ಷದ ಸವಿ ನೆನಪಿಗಾಗಿ, ತಾ 26 ಜುಲೈ 2025, ಶನಿವಾರ ಮಧ್ಯಾಹ್ನ 12.44 ಕ್ಕೆ ಮಧುಗಿರಿ ಯ ಕನ್ನಡ ಭವನದಲ್ಲಿ, ಶಿಕ್ಷಕರ ಸಮಾವೇಶ ವನ್ನು ಆಯೋಜಿಸಿದೆ. ಶಿಕ್ಷಣ ಇಲಾಖೆಯ ಅಧಿಕಾರಿಗಳು ಅಲ್ಲದೇ , ಶಿವಮೊಗ್ಗದ ಆಡಿ ರಾಜೇಂದ ಚೆನ್ನಿ ಡಿಡಿಪಿಐ ಗಂಗಾಧರ್ ಕ್ಷೇತ್ರ ಶಿಕ್ಷಣಾಧಿಕಾರಿ ಹನುಮಂತ ರಾಯಪ್ಪ ಡಾ. ಸಂಧ್ಯಾ ಕಾವೇರಿ ಭಾಸ್ಕರ ಸೋಮಾಯಿ ಜಿ ಸಹನಾ ನಾಗೇಶ್ ಪವನ್ ಕುಮಾರ್ ರೆಡ್ಡಿ ರಂಗಪ್ಪ ರಂಗಧಾಮಣ್ಣ ವೆಂಕಟಾಂಗ ರೆಡ್ಡಿ ಸಂಜಯ್ ಶ್ರೀನಾಥ್ ಮತ್ತಿತರರು ಭಾಗವಹಿಸಲಿದ್ದಾರೆ ಎಂದು ತಿಳಿಸಿದರು. xyxy=(46,930,330,1021)
whatsapp-icon[interactable] xyxy=(150,309,157,316)
tithi: ತಿಥಿ ಇವತ್ತು ಅಮಾವಾಸ್ಯೆ 12:40 xyxy=(53,544,113,566)
article3-col3: ನಿರ್ವಹ ವಹಿಸಬೇಕು ಎಂದು ಹೇಳಿದರು. ಇಲಾಖೆಗಳ ಸಹಯೋಗದೊಂದಿಗೆ ಕಾರ್ಯನಿರ್ವಹಿಸಿ: ಈ ಬಾರಿ ಸಮೀಕ್ಷೆ ಕಾರ್ಯಕ್ಕೆ 1.65 ಲಕ್ಷ ಗಣತಿದಾರರು ಸೇರಿದಂತೆ ವಿವಿಧ ಇಲಾಖೆಗಳ ಸಿಬ್ಬಂದಿ ಅವಶ್ಯಕತೆಯಿದೆ. ಸಮೀಕ್ಷೆಯ ಕಾರ್ಯಕ್ಕೆ ಶಿಕ್ಷಕರ ಸೇವೆಯೊಂದಿಗೆ ಇತರ ಇಲಾಖೆಗಳ ಸಿಬ್ಬಂದಿಯನ್ನು ಬಳಸಿಕೊಳ್ಳಲಾಗುವುದು. ಸಂಬಂಧಪಟ್ಟ ಎಲ್ಲಾ ಇಲಾಖೆಗಳು ಸಮನ್ವಯದೊಂದಿಗೆ ಕಾರ್ಯನಿರ್ವಹಿಸಿ, ಸಮೀಕ್ಷೆ ಕಾರ್ಯವನ್ನು ಯಶಸ್ವಿಗೊಳಿಸಬೇಕು. ಸಭೆಯಲ್ಲಿ ಸಚಿವ ಶಿವರಾಜ್ ತಂಗಡಗಿ, ರಾಜ್ಯ ಹಿಂದುಳಿದ ವರ್ಗಗಳ ಆಯೋಗದ ಅಧ್ಯಕ್ಷ ಮಧುಸೂದನ್ ಆರ್.ನಾಯ್ಕ್, ಸರ್ಕಾರದ ಮುಖ್ಯ ಕಾರ್ಯದರ್ಶಿ ಶಾಲಿನಿ ರಜನೀಶ್, ಮುಖ್ಯಮಂತ್ರಿಗಳ ರಾಜಕೀಯ ಕಾರ್ಯದರ್ಶಿ ಸೇರಿದಂತೆ ಹಿರಿಯ ಅಧಿಕಾರಿಗಳು ಭಾಗವಹಿಸಿದ್ದರು. xyxy=(620,1062,757,1248)
drop-cap: ದೊ xyxy=(768,180,783,193)
footer-line: ಮನಗಳಲ್ಲಿ - ಮನೆಗಳಲ್ಲಿ - ಮತಗಳಲ್ಲಿ - ಪರಿವರ್ತನೆಗಾಗಿ, xyxy=(780,1285,882,1291)
sidebar-poem xyxy=(763,176,899,1266)
rashi-cell: ಮೇಷ xyxy=(52,725,82,736)
yoga: ಯೋಗ ಇವತ್ತು ವಜ್ರ 07:28 AM ವರೆಗೆ xyxy=(113,566,173,588)
sunset-label: ಸೂರ್ಯಾಸ್ತ xyxy=(113,332,174,347)
chart-cell-empty xyxy=(74,682,94,696)
rashi-cell: ಧನಲಾಭ xyxy=(82,758,112,769)
rashi-row xyxy=(52,769,173,780)
children-illustration xyxy=(767,86,895,174)
article3-photo xyxy=(480,953,757,1056)
header-top-rule xyxy=(80,28,897,30)
chart-cell: ಶನಿ xyxy=(74,614,94,628)
panchanga-panel xyxy=(46,223,179,790)
rashi-row xyxy=(52,725,173,736)
divyavani-box xyxy=(46,62,179,195)
rashi-cell: ಮೀನ xyxy=(113,780,143,790)
rashi-cell: ಲಾಭ xyxy=(143,725,173,736)
quote-line: ಜನ್ಮ ಜೀವನ ಸಾರ್ಥಕತೆಗಳು....! xyxy=(80,128,145,135)
article2-col3b: ಇವುಗಳಿಗೂ ಸಮಾನ ರಕ್ಷಣೆ ನೀಡುತ್ತದೆ ಮತ್ತು ಇವುಗಳಿಗೂ ಸಮಾನ ಶಿಕ್ಷೆ ವಿಧಿಸುತ್ತದೆ. ಅಪರಾಧಿಗಳಿಗೆ ಕಠಿಣ ಶಿಕ್ಷೆ ಮತ್ತು ಗಂಭೀರತೆಯನ್ನು ವಿವರಿಸುತ್ತದೆ. ಮಕ್ಕಳ ವಿರುದ್ಧ ಲೈಂಗಿಕ ಅಪರಾಧಗಳನ್ನು ತಡೆಗಟ್ಟುವುದು, ಸಂತ್ರಸ್ತ ಮಕ್ಕಳಿಗೆ ನ್ಯಾಯ ಒದಗಿಸಲು ಬಲವಾದ ಕಾನೂನು ಚೌಕಟ್ಟನ್ನು ಒದಗಿಸುತ್ತದೆ. ಮಕ್ಕಳ ಹಕ್ಕುಗಳ ರಕ್ಷಣೆಗೆ ಭಾರತ ಸರ್ಕಾರ ಕೈಗೊಂಡ ಪ್ರಮುಖ ಹೆಜ್ಜೆಯಾಗಿದೆ. ಇಂತಹ ವಿಚಾರವನ್ನು xyxy=(523,642,617,815)
rashi-cell: ಶುಭಫಲ xyxy=(82,725,112,736)
page-number-badge xyxy=(45,29,81,55)
page-number: 2 xyxy=(59,30,74,54)
article2-headline: ನಮ್ಮನ್ನು ನಾವು ಆತ್ಮಾವಲೋಕನ ಮಾಡಿಕೊಳ್ಳಬೇಕು : ಬಿ.ಜಯಂತ್‌ಕುಮಾರ್ xyxy=(234,448,713,472)
article2-photo xyxy=(190,488,757,635)
rashi-cell: ವೃಷಭ xyxy=(52,736,82,747)
headline-line: ಸ್ಪರ್ಧೆಯಲ್ಲಿ ಪಾವಗಡದ ಧನಲಕ್ಷ್ಮೀ ಆಯ್ಕೆ.ಅಭಿನಂದನೆ xyxy=(73,1103,303,1119)
chart-date: 25/7/2025 xyxy=(99,652,128,658)
article1-col2: ಕನ್ನಡವನ್ನು ಉಳಿಸಿ, ಬೆಳೆಸುವ ಹಾಗೂ ವಿದ್ಯಾರ್ಥಿಗಳಲ್ಲಿ ನಾಡು ನುಡಿಯ ಮತ್ತು ತಿಳಿಸುವ ವಿಶೇಷ ಕಾರ್ಯಕ್ರಮ ಎಂದರು. ಮುಖ್ಯ ಅತಿಥಿಗಳಾಗಿ ವಿಶೇಷ ಉಪನ್ಯಾಸ ನೀಡಿದ ತುಮಕೂರು ವಿಶ್ವವಿದ್ಯಾನಿಲಯದ ಇತಿಹಾಸ ಮತ್ತು ಪುರಾತತ್ವ ಅಧ್ಯಯನ ಮತ್ತು ಸಂಶೋಧನಾ ವಿಭಾಗದ ಮುಖ್ಯಸ್ಥರಾದ ಪ್ರೊ. ಎಸ್.ಪಿ.ರಮೇಶ್ ಅವರು "ಕರ್ನಾಟಕದಲ್ಲಿ ಕ್ವಿಟ್ ಇಂಡಿಯಾ" ಎಂಬ ವಿಷಯವನ್ನು ಮನಮುಟ್ಟುವಂತೆ ತಿಳಿಸಿದರು. ಅಂದಿನ ಕ್ವಿಟ್ ಇಂಡಿಯಾ ಚಳುವಳಿಯಲ್ಲಿ ಕರ್ನಾಟಕದ ಪಾತ್ರ, ತುಮಕೂರು ಜಿಲ್ಲೆಯ xyxy=(362,260,482,419)
moonrise-time: 6:21 AM xyxy=(52,381,113,395)
chandra-rashi-label: ಚಂದ್ರ ರಾಶಿ xyxy=(113,395,174,410)
rashi-cell: ಶ್ರಮ xyxy=(143,780,173,790)
article5-headline xyxy=(46,1075,330,1123)
rashi-chakra xyxy=(51,593,174,702)
next-arrow-icon[interactable] xyxy=(162,273,169,280)
header-bottom-rule xyxy=(80,55,897,57)
rashi-cell: ವೃಶ್ಚಿಕ xyxy=(113,736,143,747)
rashi-cell: ಲಾಭ xyxy=(143,769,173,780)
article2-col1: ತುಮಕೂರು: ದಿನದ 24 ಗಂಟೆಗಳು ನಾವು ಯಾರದೋ ಹೊರಗಿನ ಆಕ್ಷೇಪಣೆ ಬದಲಾವಣೆಯೊಳಗೆ ನಮ್ಮ ಯಶಸ್ಸನ್ನು ಹುಡುಕುತ್ತೇವೆ. ನಾವು ಯಾವುದೇ ಕೆಲಸ ಕಾರ್ಯ ಮಾಡುವುದಕ್ಕಿಂತ ಮುಂಚಿತವಾಗಿ ನಮ್ಮನ್ನು ನಾವು ಆತ್ಮಾವಲೋಕನ ಮಾಡಿಕೊಳ್ಳಬೇಕು ಎಂದು ಪ್ರಧಾನ ಜಿಲ್ಲಾ ಮತ್ತು ಸತ್ರ ನ್ಯಾಯಾಧೀಶರು ಹಾಗೂ ಜಿಲ್ಲಾ ಕಾನೂನು ಸೇವಾ ಪ್ರಾಧಿಕಾರದ ಅಧ್ಯಕ್ಷರಾದ ಶ್ರೀ ಬಿ.ಜಯಂತ್‌ಕುಮಾರ್ ರವರು ಅಭಿಪ್ರಾಯಪಟ್ಟರು. ನಗರದ ಅನನ್ಯ ಪದವಿ ಪೂರ್ವ ಕಾಲೇಜಿನ ವತಿಯಿಂದ "ಅನನ್ಯ ನವತರಂಗ 2025" ಕಾನೂನು ಅರಿವು ಕಾರ್ಯಕ್ರಮವನ್ನು ಜುಲೈ 22 ರಂದು ಮಂಗಳವಾರ ಬೆಳಿಗ್ಗೆ 11 ಗಂಟೆಗೆ xyxy=(190,674,300,874)
rashi-cell: ತುಲಾ xyxy=(113,725,143,736)
